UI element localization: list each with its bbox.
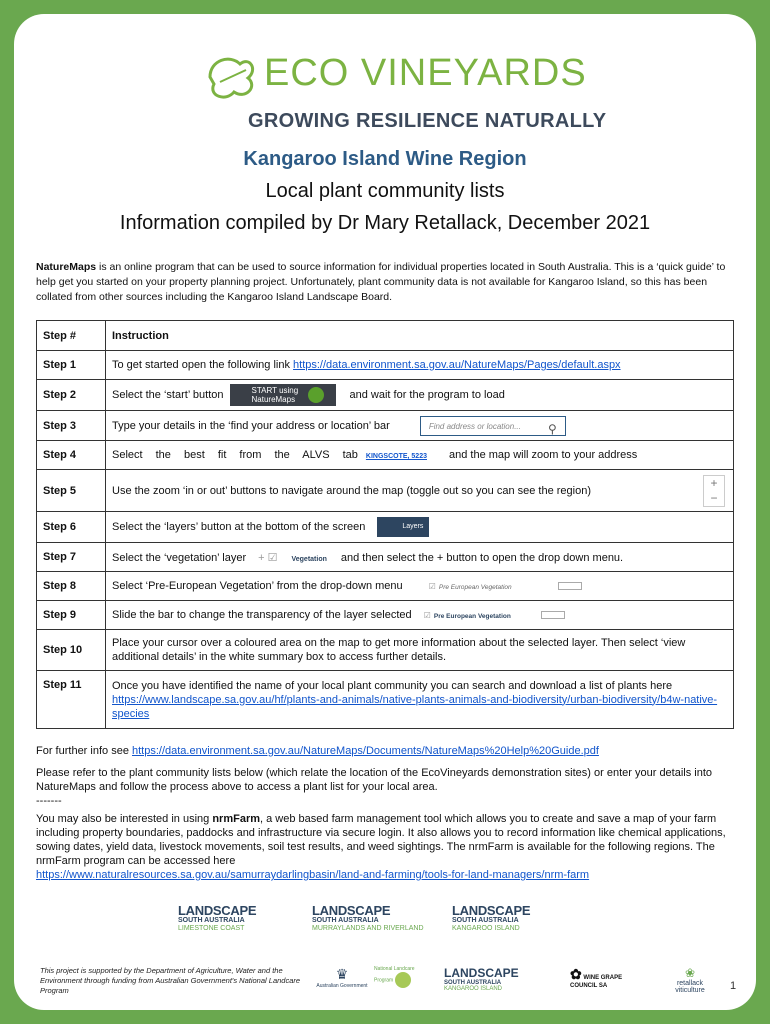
table-row [37,512,734,543]
slider-icon [558,582,582,590]
subtitle: Local plant community lists [265,180,505,202]
step-text: and then select the + button to open the drop down menu. [340,551,624,564]
landscape-murraylands-logo [312,904,438,938]
wine-grape-council-logo [570,966,630,989]
table-row [37,572,734,601]
landscape-state: SOUTH AUSTRALIA [178,917,245,924]
landscape-region: LIMESTONE COAST [178,925,245,932]
search-icon: ⚲ [548,421,557,436]
plant-list-link[interactable]: https://www.landscape.sa.gov.au/hf/plants-and-animals/native-plants-animals-and-biodiversity/urban-biodiversity/b4w-native-species [112,693,718,720]
further-text: For further info see [36,745,132,757]
naturemaps-label: NatureMaps [251,395,296,404]
nrm-farm-link[interactable]: https://www.naturalresources.sa.gov.au/samurraydarlingbasin/land-and-farming/tools-for-land-managers/nrm-farm [36,869,590,881]
leaf-icon [200,52,260,102]
intro-paragraph [36,260,736,305]
landscape-region: MURRAYLANDS AND RIVERLAND [312,925,424,932]
start-button-image [230,384,336,406]
step-text: Select ‘Pre-European Vegetation’ from the drop-down menu [112,580,403,592]
step-text: Slide the bar to change the transparency of the layer selected [112,609,412,621]
layers-button-image: Layers [377,517,429,537]
page-number: 1 [730,980,737,992]
slider-icon [541,611,565,619]
landcare-label: National Landcare Program [374,966,415,984]
australian-government-logo: ♛ Australian Government [316,966,368,989]
step-label: Step 1 [37,351,106,380]
table-row [37,441,734,470]
landscape-state: SOUTH AUSTRALIA [444,980,502,986]
header-instruction: Instruction [106,321,734,351]
table-header-row [37,321,734,351]
steps-table [36,320,734,729]
nrm-paragraph [36,812,736,882]
retallack-label: retallack viticulture [675,980,705,994]
search-bar-image [420,416,566,436]
step-label: Step 3 [37,411,106,441]
step-label: Step 2 [37,380,106,411]
document-page [14,14,756,1010]
header-step: Step # [37,321,106,351]
pre-european-image: Pre European Vegetation [433,613,511,620]
table-row [37,601,734,630]
zoom-control-image: + − [703,475,725,507]
nrmfarm-bold: nrmFarm [212,813,261,825]
landscape-kangaroo-logo [452,904,578,938]
table-row [37,411,734,441]
step-label: Step 7 [37,543,106,572]
step-label: Step 5 [37,470,106,512]
landscape-name: LANDSCAPE [178,903,257,918]
pre-european-image: Pre European Vegetation [438,584,512,591]
landscape-name: LANDSCAPE [312,903,391,918]
aus-gov-label: Australian Government [316,983,368,989]
landscape-footer-logo [444,966,554,992]
table-row [37,671,734,729]
search-placeholder: Find address or location... [428,421,521,431]
step-text: Select the best fit from the ALVS tab [112,449,358,461]
checkbox-icon: ☑ [423,611,431,620]
step-text: and the map will zoom to your address [448,449,638,461]
step-label: Step 9 [37,601,106,630]
nrm-text: , a web based farm management tool which allows you to create and save a map of your farm including property boundaries, paddocks and infrastructure via secure login. It also allows you to record information like chemical applications, sowing dates, yield data, livestock movements, soil test results, and weed sightings. The nrmFarm is available for the following regions. The nrmFarm program can be accessed here [36,813,726,867]
step-label: Step 4 [37,441,106,470]
step-text: To get started open the following link [112,359,294,371]
table-row [37,470,734,512]
step-text: Select the ‘layers’ button at the bottom of the screen [112,520,366,533]
table-row [37,543,734,572]
landscape-name: LANDSCAPE [452,903,531,918]
landscape-region: KANGAROO ISLAND [452,925,520,932]
step-text: Select the ‘start’ button [112,388,224,401]
landscape-limestone-logo [178,904,304,938]
vegetation-layer-image: Vegetation [291,555,327,563]
eco-vineyards-logo [200,52,607,148]
logo-title: ECO VINEYARDS [264,52,587,94]
step-label: Step 11 [37,671,106,729]
nrm-pre: You may also be interested in using [36,813,213,825]
intro-text: is an online program that can be used to source information for individual properties located in South Australia. This is a ‘quick guide’ to help get you started on your property planning project. Unfortunately, plant community data is not available for Kangaroo Island, so this has been collated from other sources including the Kangaroo Island Landscape Board. [36,261,726,303]
further-info [36,744,736,758]
landcare-icon [395,972,411,988]
landcare-logo [374,966,434,988]
naturemaps-link[interactable]: https://data.environment.sa.gov.au/NatureMaps/Pages/default.aspx [293,359,621,371]
separator: ------- [36,795,62,807]
landscape-name: LANDSCAPE [444,966,519,980]
table-row [37,351,734,380]
grape-icon: ✿ [570,966,582,982]
support-statement: This project is supported by the Department of Agriculture, Water and the Environment through funding from Australian Government's National Landcare Program [40,966,301,995]
naturemaps-bold: NatureMaps [36,261,97,273]
logo-tagline: GROWING RESILIENCE NATURALLY [248,110,607,132]
start-label: START using [251,386,299,395]
globe-icon [308,387,324,403]
step-text: Place your cursor over a coloured area on the map to get more information about the selected layer. Then select ‘view additional details’ in the white summary box to access further details. [112,637,686,663]
step-label: Step 6 [37,512,106,543]
landscape-state: SOUTH AUSTRALIA [312,917,379,924]
plus-icon: + ☑ [258,551,278,564]
checkbox-icon: ☑ [428,582,436,591]
table-row [37,380,734,411]
refer-paragraph [36,766,736,808]
wgc-label: WINE GRAPE COUNCIL SA [570,975,623,989]
step-label: Step 10 [37,630,106,671]
step-text: Once you have identified the name of your local plant community you can search and download a list of plants here [112,679,673,692]
compiled-by: Information compiled by Dr Mary Retallack, December 2021 [119,212,651,234]
retallack-logo: ❀ retallack viticulture [675,966,705,994]
region-title: Kangaroo Island Wine Region [243,148,527,170]
step-text: and wait for the program to load [349,388,505,401]
step-label: Step 8 [37,572,106,601]
table-row [37,630,734,671]
step-text: Select the ‘vegetation’ layer [112,551,247,564]
alvs-tab-image: KINGSCOTE, 5223 [365,453,427,460]
refer-text: Please refer to the plant community lists below (which relate the location of the EcoVineyards demonstration sites) or enter your details into NatureMaps and follow the process above to access a plant list for your local area. [36,767,713,793]
step-text: Use the zoom ‘in or out’ buttons to navigate around the map (toggle out so you can see the region) [112,484,591,497]
step-text: Type your details in the ‘find your address or location’ bar [112,419,390,432]
help-guide-link[interactable]: https://data.environment.sa.gov.au/NatureMaps/Documents/NatureMaps%20Help%20Guide.pdf [132,745,599,757]
landscape-state: SOUTH AUSTRALIA [452,917,519,924]
landscape-region: KANGAROO ISLAND [444,986,503,992]
